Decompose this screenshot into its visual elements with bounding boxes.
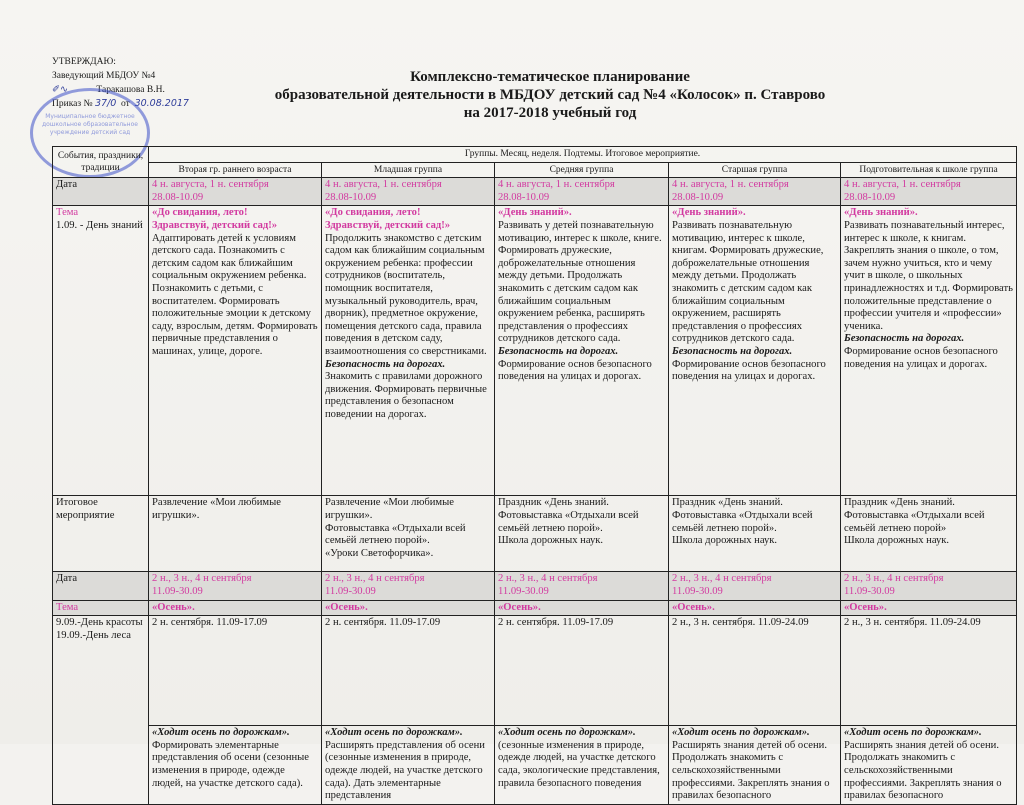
theme-body: Развивать познавательную мотивацию, интерес к школе, книгам. Формировать дружеские, доброжелательные отношения между детьми. Продолжать знакомить с детским садом как ближайшим социальным окружением, расширять представления о профессиях сотрудников детского сада. <box>672 219 824 345</box>
week-cell: 2 н. сентября. 11.09-17.09 <box>322 616 495 726</box>
final-cell: Развлечение «Мои любимые игрушки». <box>149 496 322 572</box>
theme-label: Тема <box>53 600 149 616</box>
autumn-body: Расширять знания детей об осени. Продолжать знакомить с сельскохозяйственными профессиями. Закреплять знания о правилах безопасного <box>844 739 1002 802</box>
safety-body: Формирование основ безопасного поведения на улицах и дорогах. <box>672 358 826 383</box>
corner-header: События, праздники, традиции <box>53 147 149 178</box>
theme-body: Адаптировать детей к условиям детского сада. Познакомить с детским садом как ближайшим социальным окружением ребенка. Познакомить с детьми, с воспитателем. Формировать положительные эмоции к детскому саду, взрослым, детям. Формировать первичные представления о машинах, улице, дороге. <box>152 232 318 357</box>
signature-mark: ✐∿ <box>52 84 68 95</box>
date-label: Дата <box>53 572 149 600</box>
theme-cell: «Осень». <box>495 600 669 616</box>
theme-label-cell <box>53 206 149 496</box>
final-label: Итоговое мероприятие <box>53 496 149 572</box>
final-cell: Праздник «День знаний. Фотовыставка «Отдыхали всей семьёй летнею порой». Школа дорожных наук. <box>669 496 841 572</box>
date-row-2 <box>53 572 1017 600</box>
title-line-1: Комплексно-тематическое планирование <box>410 69 690 85</box>
date-cell: 4 н. августа, 1 н. сентября 28.08-10.09 <box>669 178 841 206</box>
safety-body: Формирование основ безопасного поведения на улицах и дорогах. <box>498 358 652 383</box>
autumn-title: «Ходит осень по дорожкам». <box>672 727 810 739</box>
date-cell: 2 н., 3 н., 4 н сентября 11.09-30.09 <box>669 572 841 600</box>
date-cell: 2 н., 3 н., 4 н сентября 11.09-30.09 <box>841 572 1017 600</box>
title-line-2: образовательной деятельности в МБДОУ детский сад №4 «Колосок» п. Ставрово <box>274 87 826 103</box>
autumn-cell <box>495 726 669 805</box>
autumn-body: Формировать элементарные представления об осени (сезонные изменения в природе, одежде людей, на участке детского сада). <box>152 739 309 789</box>
autumn-title: «Ходит осень по дорожкам». <box>152 727 290 739</box>
autumn-body: Расширять представления об осени (сезонные изменения в природе, одежде людей, на участке детского сада). Дать элементарные представления <box>325 739 485 802</box>
approval-name: Таракашова В.Н. <box>96 85 165 95</box>
date-row-1 <box>53 178 1017 206</box>
final-cell: Праздник «День знаний. Фотовыставка «Отдыхали всей семьёй летнею порой» Школа дорожных наук. <box>841 496 1017 572</box>
date-cell: 4 н. августа, 1 н. сентября 28.08-10.09 <box>841 178 1017 206</box>
date-cell: 4 н. августа, 1 н. сентября 28.08-10.09 <box>495 178 669 206</box>
date-cell: 2 н., 3 н., 4 н сентября 11.09-30.09 <box>149 572 322 600</box>
approval-position: Заведующий МБДОУ №4 <box>52 71 156 81</box>
safety-heading: Безопасность на дорогах. <box>498 345 619 357</box>
order-date: 30.08.2017 <box>134 98 189 109</box>
autumn-body: (сезонные изменения в природе, одежде людей, на участке детского сада, экологические представления, правила безопасного поведения <box>498 739 660 789</box>
theme-body: Развивать познавательный интерес, интерес к школе, к книгам. Закреплять знания о школе, о том, зачем нужно учиться, кто и чему учит в школе, о школьных принадлежностях и т.д. Формировать положительные представление о профессии учителя и «профессии» ученика. <box>844 219 1013 332</box>
theme-row-2 <box>53 600 1017 616</box>
autumn-content-row <box>53 726 1017 805</box>
safety-body: Знакомить с правилами дорожного движения. Формировать первичные представления о безопасном поведении на дорогах. <box>325 371 487 420</box>
date-cell: 2 н., 3 н., 4 н сентября 11.09-30.09 <box>322 572 495 600</box>
top-header: Группы. Месяц, неделя. Подтемы. Итоговое мероприятие. <box>149 147 1017 163</box>
theme-cell <box>149 206 322 496</box>
group-header: Средняя группа <box>495 162 669 178</box>
theme-cell: «Осень». <box>322 600 495 616</box>
theme-title: «День знаний». <box>844 207 918 219</box>
autumn-cell <box>669 726 841 805</box>
order-number: 37/0 <box>94 98 117 109</box>
week-cell: 2 н. сентября. 11.09-17.09 <box>495 616 669 726</box>
theme-cell <box>669 206 841 496</box>
theme-title: «До свидания, лето! Здравствуй, детский сад!» <box>325 207 451 231</box>
safety-heading: Безопасность на дорогах. <box>672 345 793 357</box>
header-row <box>53 147 1017 163</box>
theme-title: «День знаний». <box>672 207 746 219</box>
autumn-title: «Ходит осень по дорожкам». <box>325 727 463 739</box>
safety-heading: Безопасность на дорогах. <box>844 333 965 345</box>
theme-body: Развивать у детей познавательную мотивацию, интерес к школе, книге. Формировать дружеские, доброжелательные отношения между детьми. Продолжать знакомить с детским садом как ближайшим социальным окружением ребенка, расширять представления о профессиях сотрудников детского сада. <box>498 219 662 345</box>
date-cell: 2 н., 3 н., 4 н сентября 11.09-30.09 <box>495 572 669 600</box>
final-cell: Развлечение «Мои любимые игрушки». Фотовыставка «Отдыхали всей семьёй летнею порой». «Уроки Светофорчика». <box>322 496 495 572</box>
theme-cell: «Осень». <box>669 600 841 616</box>
group-header-row <box>53 162 1017 178</box>
theme-cell: «Осень». <box>149 600 322 616</box>
autumn-title: «Ходит осень по дорожкам». <box>844 727 982 739</box>
theme-cell <box>841 206 1017 496</box>
autumn-body: Расширять знания детей об осени. Продолжать знакомить с сельскохозяйственными профессиями. Закреплять знания о правилах безопасного <box>672 739 830 802</box>
group-header: Подготовительная к школе группа <box>841 162 1017 178</box>
approval-order: Приказ № 37/0 от 30.08.2017 <box>52 98 189 109</box>
final-event-row <box>53 496 1017 572</box>
theme-label: Тема <box>56 207 79 219</box>
planning-table <box>52 146 1017 805</box>
autumn-cell <box>322 726 495 805</box>
events-cell: 9.09.-День красоты 19.09.-День леса <box>53 616 149 805</box>
week-cell: 2 н., 3 н. сентября. 11.09-24.09 <box>669 616 841 726</box>
safety-body: Формирование основ безопасного поведения на улицах и дорогах. <box>844 345 998 370</box>
autumn-cell <box>149 726 322 805</box>
theme-cell <box>495 206 669 496</box>
theme-title: «До свидания, лето! Здравствуй, детский сад!» <box>152 207 278 231</box>
group-header: Младшая группа <box>322 162 495 178</box>
theme-row-1 <box>53 206 1017 496</box>
theme-event: 1.09. - День знаний <box>56 219 143 231</box>
date-cell: 4 н. августа, 1 н. сентября 28.08-10.09 <box>149 178 322 206</box>
autumn-row <box>53 616 1017 726</box>
organization-stamp: Муниципальное бюджетное дошкольное образовательное учреждение детский сад <box>30 88 150 178</box>
theme-body: Продолжить знакомство с детским садом как ближайшим социальным окружением ребенка: профессии сотрудников (воспитатель, помощник воспитателя, музыкальный руководитель, врач, дворник), предметное окружение, помещения детского сада, правила поведения в детском саду, взаимоотношения со сверстниками. <box>325 232 487 357</box>
theme-cell <box>322 206 495 496</box>
autumn-title: «Ходит осень по дорожкам». <box>498 727 636 739</box>
theme-cell: «Осень». <box>841 600 1017 616</box>
final-cell: Праздник «День знаний. Фотовыставка «Отдыхали всей семьёй летнею порой». Школа дорожных наук. <box>495 496 669 572</box>
document-title <box>230 68 870 122</box>
safety-heading: Безопасность на дорогах. <box>325 358 446 370</box>
week-cell: 2 н. сентября. 11.09-17.09 <box>149 616 322 726</box>
group-header: Вторая гр. раннего возраста <box>149 162 322 178</box>
group-header: Старшая группа <box>669 162 841 178</box>
date-cell: 4 н. августа, 1 н. сентября 28.08-10.09 <box>322 178 495 206</box>
autumn-cell <box>841 726 1017 805</box>
theme-title: «День знаний». <box>498 207 572 219</box>
week-cell: 2 н., 3 н. сентября. 11.09-24.09 <box>841 616 1017 726</box>
approval-heading: УТВЕРЖДАЮ: <box>52 57 116 67</box>
date-label: Дата <box>53 178 149 206</box>
title-line-3: на 2017-2018 учебный год <box>463 105 637 121</box>
